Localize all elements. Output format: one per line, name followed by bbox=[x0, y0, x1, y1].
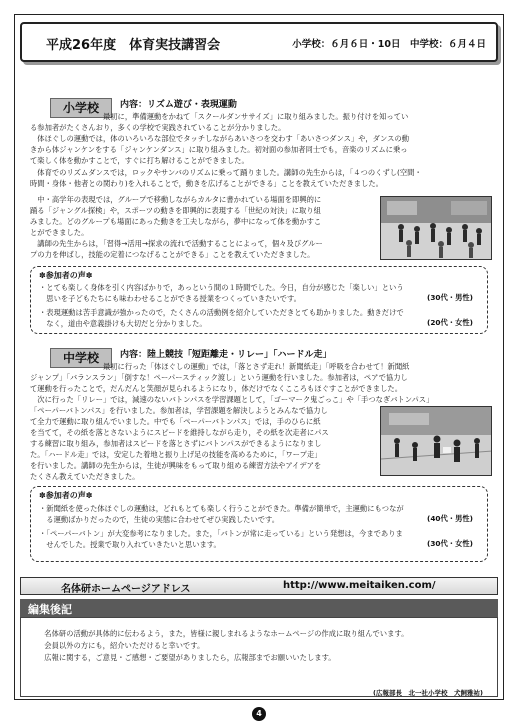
paragraph-line: て全力で運動に取り組んでいました。中でも「ペーパーバトンパス」では，手のひらに紙 bbox=[30, 417, 321, 426]
paragraph-line: プの力を伸ばし，技能の定着につなげることができる」ことを教えていただきました。 bbox=[30, 250, 315, 259]
voices-heading: ✽参加者の声✽ bbox=[39, 491, 93, 500]
voice-line: 思いを子どもたちにも味わわせることができる授業をつくっていきたいです。 bbox=[39, 294, 301, 303]
voice-line: ・新聞紙を使った体ほぐしの運動は，どれもとても楽しく行うことができた。準備が簡単で，主運動にもつなが bbox=[39, 504, 404, 513]
paragraph-line: とができました。 bbox=[30, 228, 89, 237]
voice-line: ・表現運動は苦手意識が強かったので，たくさんの活動例を紹介していただきとても助かりました。動きだけで bbox=[39, 308, 404, 317]
junior-relay-photo bbox=[380, 406, 492, 476]
paragraph-line: 次に行った「リレー」では，減速のないバトンパスを学習課題として，「ゴーマーク鬼ごっこ」や「手つなぎバトンパス」 bbox=[30, 395, 434, 404]
voice-attribution: (30代・女性) bbox=[426, 539, 473, 548]
homepage-url[interactable]: http://www.meitaiken.com/ bbox=[283, 580, 436, 591]
homepage-bar bbox=[20, 577, 498, 595]
paragraph-line: た。「ハードル走」では，安定した着地と振り上げ足の技能を高めるために，「ワープ走」 bbox=[30, 450, 322, 459]
postscript-box bbox=[20, 617, 498, 697]
voice-attribution: (30代・男性) bbox=[426, 293, 473, 302]
session-dates: 小学校：６月６日・10日 中学校：６月４日 bbox=[292, 39, 486, 50]
postscript-title: 編集後記 bbox=[28, 603, 72, 616]
page-number: 4 bbox=[252, 707, 266, 721]
paragraph-line: 最初に行った「体ほぐしの運動」では，「落とさず走れ！新聞紙走」「呼吸を合わせて！新聞紙 bbox=[30, 362, 410, 371]
elementary-voices-box bbox=[30, 266, 488, 334]
paragraph-line: 時間・身体・他者との関わり)を入れることで，動きを広げることができる」ことを教えていただきました。 bbox=[30, 179, 383, 188]
homepage-label: 名体研ホームページアドレス bbox=[61, 584, 191, 595]
voice-line: なく，道由や意義掛けも大切だと分かりました。 bbox=[39, 319, 207, 328]
paragraph-line: て楽しく体を動かすことで，すぐに打ち解けることができました。 bbox=[30, 156, 249, 165]
paragraph-line: 中・高学年の表現では，グループで移動しながらカルタに書かれている場面を即興的に bbox=[30, 195, 322, 204]
postscript-line: 名体研の活動が具体的に伝わるよう，また，皆様に親しまれるようなホームページの作成に取り組んでいます。 bbox=[37, 629, 409, 638]
paragraph-line: たくさん教えていただきました。 bbox=[30, 472, 140, 481]
voice-attribution: (40代・男性) bbox=[426, 514, 473, 523]
postscript-line: 広報に関する，ご意見・ご感想・ご要望がありましたら，広報部までお願いいたします。 bbox=[37, 653, 336, 662]
paragraph-line: 踊る「ジャングル探検」や，スポーツの動きを即興的に表現する「世紀の対決」に取り組 bbox=[30, 206, 321, 215]
paragraph-line: 「ペーパーバトンパス」を行いました。参加者は，学習課題を解決しようとみんなで協力し bbox=[30, 406, 328, 415]
relay-photo-illustration bbox=[381, 407, 492, 476]
page-title: 平成26年度 体育実技講習会 bbox=[46, 38, 221, 53]
junior-tab: 中学校 bbox=[50, 348, 112, 368]
dance-photo-illustration bbox=[381, 197, 492, 260]
postscript-header bbox=[20, 599, 498, 617]
voice-line: ・「ペーパーバトン」が大変参考になりました。また，「バトンが常に走っている」という発想は，今までありま bbox=[39, 529, 403, 538]
paragraph-line: を行いました。講師の先生からは，生徒が興味をもって取り組める練習方法やアイデアを bbox=[30, 461, 322, 470]
voice-line: る運動ばかりだったので，生徒の実態に合わせてぜひ実践したいです。 bbox=[39, 515, 280, 524]
voice-line: せんでした。授業で取り入れていきたいと思います。 bbox=[39, 540, 221, 549]
title-box bbox=[20, 22, 498, 62]
paragraph-line: 講師の先生からは，「習得→活用→探求の流れで活動することによって，個々及びグルー bbox=[30, 239, 323, 248]
paragraph-line: きから体ジャンケンをする「ジャンケンダンス」に取り組みました。初対面の参加者同士でも，音楽のリズムに乗っ bbox=[30, 145, 408, 154]
voice-line: ・とても楽しく身体を引く内容ばかりで，あっという間の１時間でした。今日，自分が感じた「楽しい」という bbox=[39, 283, 404, 292]
paragraph-line: て運動を行ったことで，だんだんと笑顔が見られるようになり，体だけでなくこころもほぐすことができました。 bbox=[30, 384, 402, 393]
paragraph-line: を当てて，その紙を落とさないようにスピードを維持しながら走り，その紙を次走者にパス bbox=[30, 428, 329, 437]
elementary-content-title: 内容：リズム遊び・表現運動 bbox=[120, 100, 237, 110]
junior-voices-box bbox=[30, 486, 488, 562]
paragraph-line: する練習に取り組み，参加者はスピードを落とさずにバトンパスができるようになりまし bbox=[30, 439, 322, 448]
postscript-line: 会員以外の方にも，紹介いただけると幸いです。 bbox=[37, 641, 205, 650]
elementary-tab: 小学校 bbox=[50, 98, 112, 118]
postscript-signature: (広報部長 北一社小学校 犬飼雅祐) bbox=[373, 689, 483, 697]
paragraph-line: 体ほぐしの運動では，体のいろいろな部位でタッチしながらあいさつを交わす「あいさつダンス」や，ダンスの動 bbox=[30, 134, 409, 143]
paragraph-line: みました。どのグループも場面にあった動きを工夫しながら，夢中になって体を動かすこ bbox=[30, 217, 322, 226]
paragraph-line: ジャンプ」「バランスラン」「倒すな！ペーパースティック渡し」という運動を行いました。参加者は，ペアで協力し bbox=[30, 373, 408, 382]
voices-heading: ✽参加者の声✽ bbox=[39, 271, 93, 280]
paragraph-line: 最初に，準備運動をかねて「スクールダンササイズ」に取り組みました。振り付けを知ってい bbox=[30, 112, 409, 121]
voice-attribution: (20代・女性) bbox=[426, 318, 473, 327]
junior-content-title: 内容：陸上競技「短距離走・リレー」「ハードル走」 bbox=[120, 350, 332, 360]
elementary-dance-photo bbox=[380, 196, 492, 260]
paragraph-line: 体育でのリズムダンスでは，ロックやサンバのリズムに乗って踊りました。講師の先生からは，「４つのくずし(空間・ bbox=[30, 168, 422, 177]
paragraph-line: る参加者がたくさんおり，多くの学校で実践されていることが分かりました。 bbox=[30, 123, 286, 132]
